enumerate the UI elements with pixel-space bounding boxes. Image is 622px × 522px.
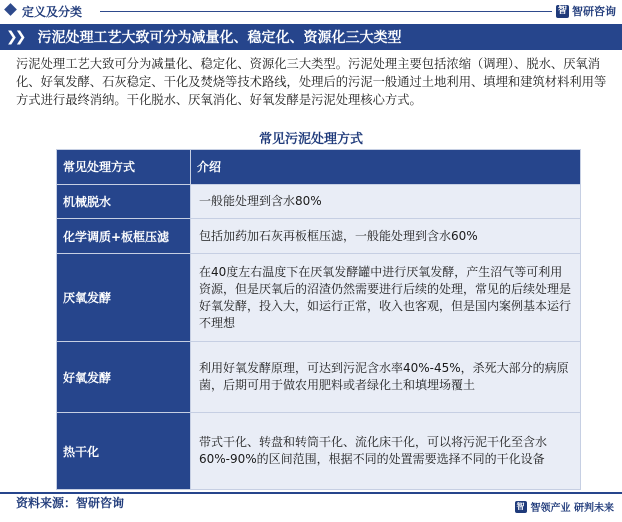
- brand-logo-icon: 智: [557, 5, 567, 16]
- table-row: [57, 413, 581, 490]
- intro-paragraph: 污泥处理工艺大致可分为减量化、稳定化、资源化三大类型。污泥处理主要包括浓缩（调理）、脱水、厌氧消化、好氧发酵、石灰稳定、干化及焚烧等技术路线，处理后的污泥一般通过土地利用、填埋和建筑材料利用等方式进行最终消纳。干化脱水、厌氧消化、好氧发酵是污泥处理核心方式。: [16, 57, 607, 107]
- section-label: 定义及分类: [22, 5, 83, 19]
- desc-cell: 包括加药加石灰再板框压滤，一般能处理到含水60%: [191, 219, 581, 254]
- desc-cell: 利用好氧发酵原理，可达到污泥含水率40%-45%，杀死大部分的病原菌，后期可用于做农用肥料或者绿化土和填埋场覆土: [191, 341, 581, 412]
- footer-brand: [515, 499, 614, 514]
- desc-cell: 一般能处理到含水80%: [191, 184, 581, 219]
- method-cell: 机械脱水: [57, 184, 191, 219]
- header-brand: [556, 3, 616, 19]
- header-desc: 介绍: [191, 150, 581, 185]
- footer-logo-icon: 智: [516, 501, 525, 511]
- table-row: [57, 341, 581, 412]
- table-title: 常见污泥处理方式: [258, 132, 363, 147]
- banner-title: 污泥处理工艺大致可分为减量化、稳定化、资源化三大类型: [37, 30, 402, 46]
- title-banner: [0, 24, 622, 50]
- method-cell: 厌氧发酵: [57, 254, 191, 342]
- table-row: [57, 184, 581, 219]
- table-row: [57, 254, 581, 342]
- header-method: 常见处理方式: [57, 150, 191, 185]
- desc-cell: 在40度左右温度下在厌氧发酵罐中进行厌氧发酵，产生沼气等可利用资源，但是厌氧后的沼渣仍然需要进行后续的处理，常见的后续处理是好氧发酵，投入大，如运行正常，收入也客观，但是国内案例基本运行不理想: [191, 254, 581, 342]
- footer-slogan: 智领产业 研判未来: [530, 503, 614, 514]
- header-rule: [100, 11, 552, 12]
- source-note: 资料来源：智研咨询: [16, 496, 125, 510]
- method-cell: 化学调质+板框压滤: [57, 219, 191, 254]
- diamond-bullet-icon: [4, 3, 17, 16]
- double-chevron-icon: ❯❯: [6, 29, 24, 45]
- method-cell: 热干化: [57, 413, 191, 490]
- table-header-row: [57, 150, 581, 185]
- desc-cell: 带式干化、转盘和转筒干化、流化床干化，可以将污泥干化至含水60%-90%的区间范围，根据不同的处置需要选择不同的干化设备: [191, 413, 581, 490]
- brand-name: 智研咨询: [572, 5, 616, 18]
- methods-table: [56, 149, 581, 490]
- top-bar: [0, 0, 622, 22]
- table-row: [57, 219, 581, 254]
- method-cell: 好氧发酵: [57, 341, 191, 412]
